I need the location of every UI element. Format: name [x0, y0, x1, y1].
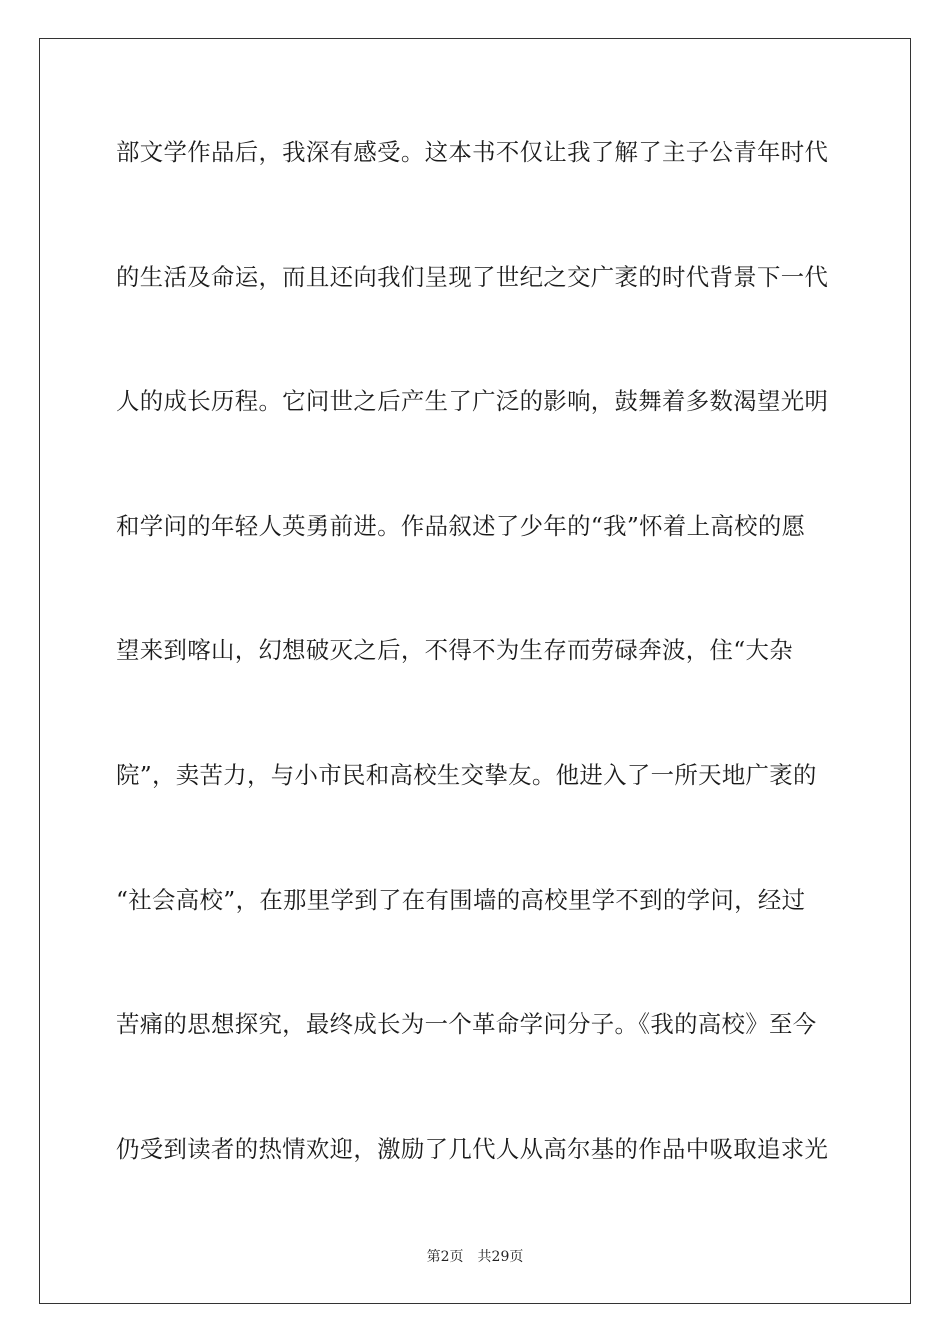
text-line-3: 人的成长历程。它问世之后产生了广泛的影响，鼓舞着多数渴望光明 — [116, 387, 829, 416]
text-line-5: 望来到喀山，幻想破灭之后，不得不为生存而劳碌奔波，住“大杂 — [116, 636, 794, 665]
body-text — [116, 120, 834, 1241]
page-footer — [0, 1247, 950, 1267]
text-line-8: 苦痛的思想探究，最终成长为一个革命学问分子。《我的高校》至今 — [116, 1010, 817, 1039]
text-line-7: “社会高校”，在那里学到了在有围墙的高校里学不到的学问，经过 — [116, 885, 806, 914]
text-line-6: 院”，卖苦力，与小市民和高校生交挚友。他进入了一所天地广袤的 — [116, 760, 817, 789]
text-line-9: 仍受到读者的热情欢迎，激励了几代人从高尔基的作品中吸取追求光 — [116, 1134, 829, 1163]
text-line-4: 和学问的年轻人英勇前进。作品叙述了少年的“我”怀着上高校的愿 — [116, 511, 806, 540]
current-page-label: 第2页 — [426, 1249, 464, 1265]
text-line-1: 部文学作品后，我深有感受。这本书不仅让我了解了主子公青年时代 — [116, 138, 829, 166]
total-pages-label: 共29页 — [477, 1249, 524, 1265]
text-line-2: 的生活及命运，而且还向我们呈现了世纪之交广袤的时代背景下一代 — [116, 262, 829, 291]
